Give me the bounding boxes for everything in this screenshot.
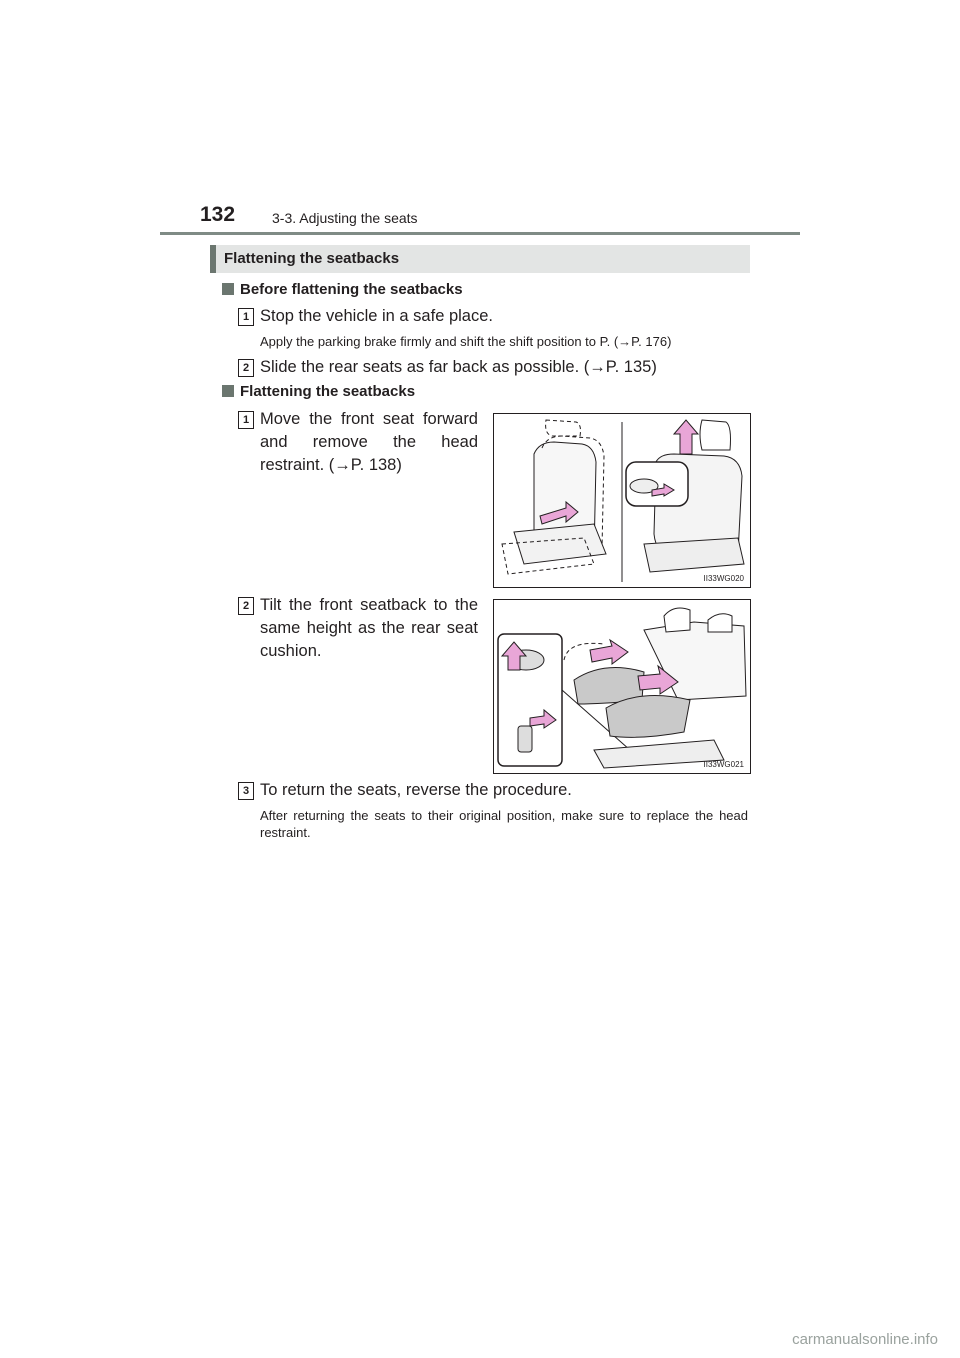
step-text: Tilt the front seatback to the same height as the rear seat cushion. (260, 596, 478, 660)
figure-front-seat-head-restraint (493, 413, 751, 588)
step-number: 2 (238, 359, 254, 377)
figure-code: II33WG020 (703, 574, 744, 583)
seat-illustration (494, 600, 750, 773)
step-number: 2 (238, 597, 254, 615)
section-title: 3-3. Adjusting the seats (272, 210, 418, 226)
bullet-square-icon (222, 283, 234, 295)
step-text: Move the front seat forward and remove the head restraint. (→P. 138) (260, 410, 478, 474)
section-banner (210, 245, 750, 273)
step-number: 3 (238, 782, 254, 800)
banner-accent (210, 245, 216, 273)
figure-tilt-seatback (493, 599, 751, 774)
page-number: 132 (200, 203, 236, 226)
subheading-before: Before flattening the seatbacks (222, 281, 463, 298)
header-rule (160, 232, 800, 235)
step-note: After returning the seats to their original position, make sure to replace the head restraint. (260, 808, 748, 840)
step-text: To return the seats, reverse the procedure. (260, 781, 572, 799)
step-note: Apply the parking brake firmly and shift the shift position to P. (→P. 176) (260, 334, 672, 349)
step-text: Slide the rear seats as far back as possible. (→P. 135) (260, 358, 657, 376)
subheading-flattening: Flattening the seatbacks (222, 383, 415, 400)
bullet-square-icon (222, 385, 234, 397)
seat-illustration (494, 414, 750, 587)
step-number: 1 (238, 308, 254, 326)
watermark: carmanualsonline.info (792, 1331, 938, 1348)
figure-code: II33WG021 (703, 760, 744, 769)
step-text: Stop the vehicle in a safe place. (260, 307, 493, 325)
step-number: 1 (238, 411, 254, 429)
banner-title: Flattening the seatbacks (224, 250, 400, 267)
